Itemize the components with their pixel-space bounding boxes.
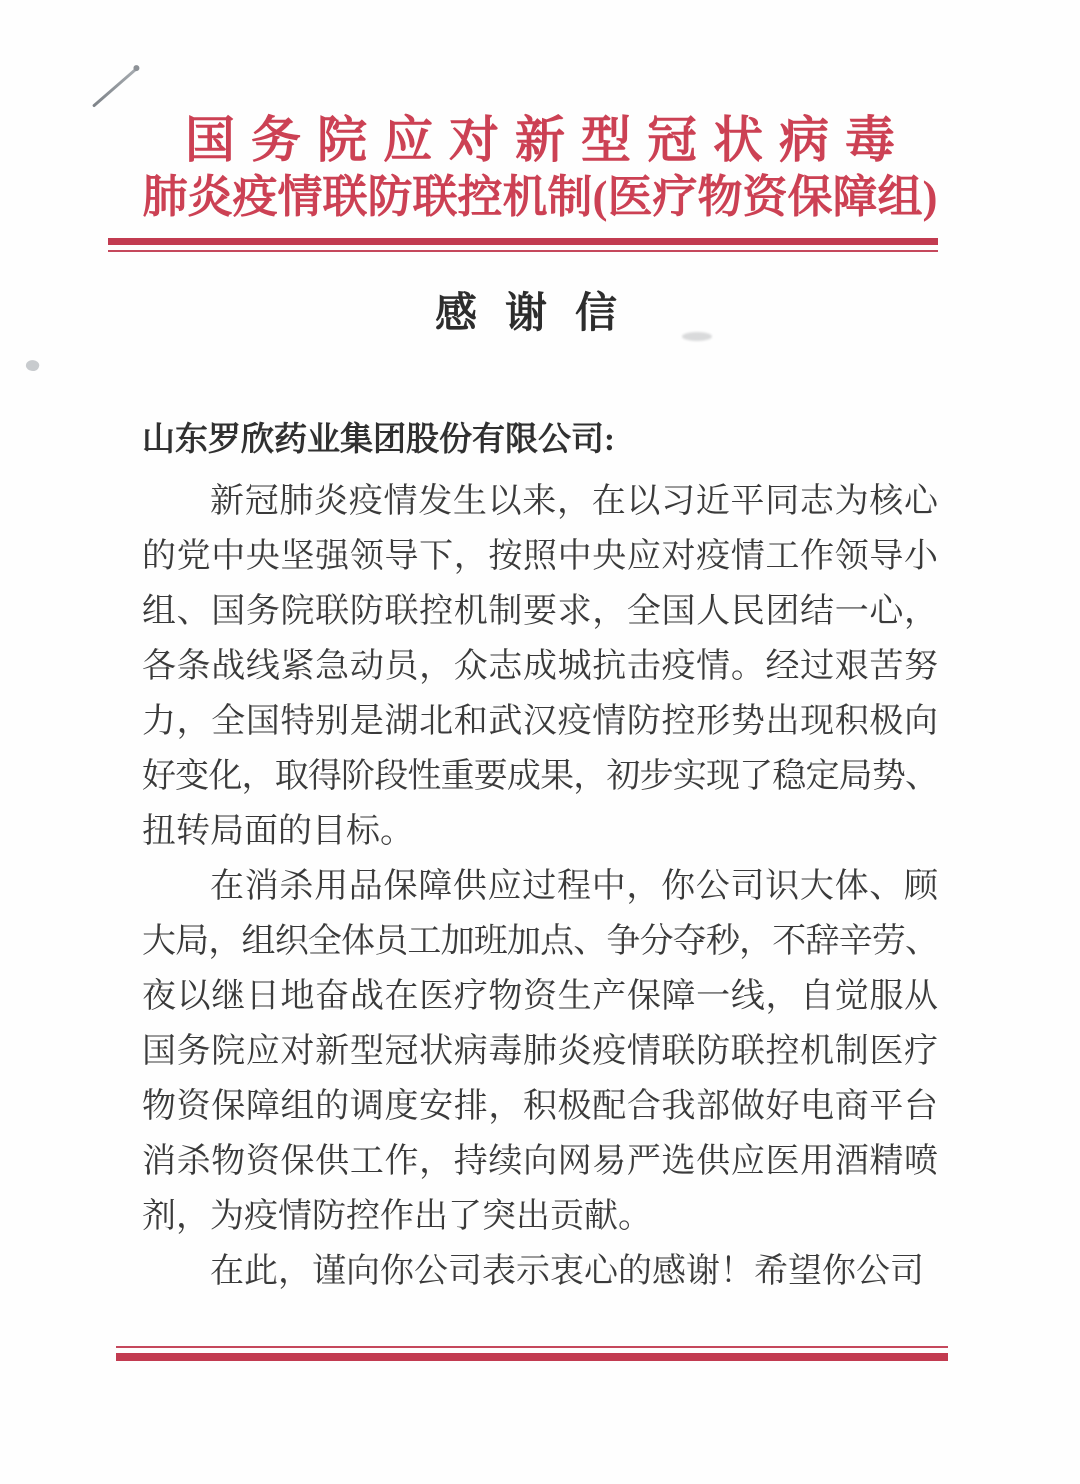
body-line: 在消杀用品保障供应过程中，你公司识大体、顾 (210, 868, 938, 905)
body-line: 组、国务院联防联控机制要求，全国人民团结一心， (142, 593, 938, 630)
body-line: 在此，谨向你公司表示衷心的感谢！希望你公司 (210, 1253, 924, 1290)
body-line: 夜以继日地奋战在医疗物资生产保障一线，自觉服从 (142, 978, 938, 1015)
body-line: 扭转局面的目标。 (142, 813, 414, 850)
body-line: 大局，组织全体员工加班加点、争分夺秒，不辞辛劳、 (142, 923, 938, 960)
recipient-line: 山东罗欣药业集团股份有限公司: (142, 422, 615, 458)
letterhead-title-line1: 国务院应对新型冠状病毒 (185, 112, 911, 168)
header-divider (108, 238, 938, 252)
header-divider-thin-rule (108, 250, 938, 252)
letter-body (142, 474, 938, 1299)
footer-divider (116, 1346, 948, 1361)
body-line: 各条战线紧急动员，众志成城抗击疫情。经过艰苦努 (142, 648, 938, 685)
body-line: 国务院应对新型冠状病毒肺炎疫情联防联控机制医疗 (142, 1033, 938, 1070)
body-line: 好变化，取得阶段性重要成果，初步实现了稳定局势、 (142, 758, 938, 795)
body-line: 消杀物资保供工作，持续向网易严选供应医用酒精喷 (142, 1143, 938, 1180)
body-line: 剂，为疫情防控作出了突出贡献。 (142, 1198, 652, 1235)
body-line: 新冠肺炎疫情发生以来，在以习近平同志为核心 (210, 483, 938, 520)
footer-divider-thick-rule (116, 1353, 948, 1361)
scan-artifact-speck (25, 358, 41, 373)
letterhead (0, 0, 1080, 222)
scan-artifact-smudge (682, 332, 712, 341)
header-divider-thick-rule (108, 238, 938, 245)
body-line: 物资保障组的调度安排，积极配合我部做好电商平台 (142, 1088, 938, 1125)
body-line: 力，全国特别是湖北和武汉疫情防控形势出现积极向 (142, 703, 938, 740)
letterhead-title-line2: 肺炎疫情联防联控机制(医疗物资保障组) (142, 172, 938, 222)
body-line: 的党中央坚强领导下，按照中央应对疫情工作领导小 (142, 538, 938, 575)
page-title: 感谢信 (434, 291, 645, 337)
